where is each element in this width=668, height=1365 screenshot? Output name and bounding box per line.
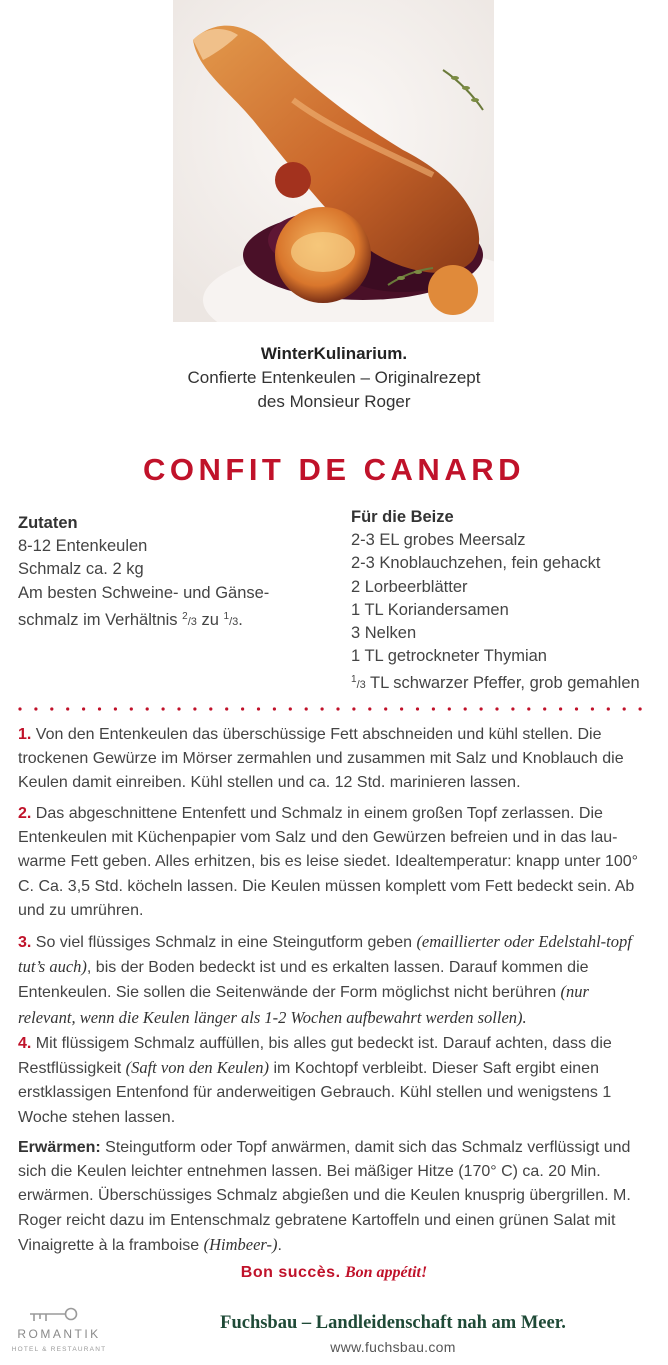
marinade-heading: Für die Beize [351,508,454,526]
divider-dot [114,707,117,710]
recipe-title: CONFIT DE CANARD [143,452,525,487]
divider-dot [416,707,419,710]
step-text: Steingutform oder Topf anwärmen, damit sich das Schmalz verflüssigt und sich die Keulen leichter entnehmen lassen. Bei mäßiger Hitze (170° C) ca. 20 Min. erwärmen. Überschüssiges Schmalz abgießen und die Keulen knusprig übergrillen. M. Roger reicht dazu im Entenschmalz gebratene Kartoffeln und einen grünen Salat mit Vinaigrette à la framboise [18,1139,631,1254]
divider-dot [257,707,260,710]
marinade-column [351,506,640,698]
marinade-item: 1 TL getrockneter Thymian [351,647,547,666]
divider-dot [18,707,21,710]
logo-wordmark: ROMANTIK [17,1327,101,1341]
divider-dot [66,707,69,710]
divider-dot [511,707,514,710]
closing-line [0,1264,668,1282]
footer-url-link[interactable]: www.fuchsbau.com [330,1339,456,1355]
divider-dot [336,707,339,710]
ratio-text: zu [196,610,224,629]
duck-confit-photo [173,0,494,322]
ratio-text: . [238,610,243,629]
divider-dot [575,707,578,710]
ingredient-item: Am besten Schweine- und Gänse- [18,583,270,602]
marinade-item: 3 Nelken [351,624,417,643]
divider-dot [209,707,212,710]
step-note: (Himbeer-) [203,1234,278,1254]
reheat-step [18,1136,650,1258]
step-note: (nur relevant, wenn die Keulen länger als 1-2 Wochen aufbewahrt werden sollen). [18,982,589,1027]
footer-slogan: Fuchsbau – Landleidenschaft nah am Meer. [220,1313,566,1333]
fraction-denominator: /3 [356,679,366,692]
ingredient-ratio-line [18,605,269,634]
step-2 [18,802,650,923]
step-4 [18,1032,650,1130]
marinade-item [351,668,640,697]
ratio-text: schmalz im Verhältnis [18,610,183,629]
divider-dot [559,707,562,710]
reheat-label: Erwärmen: [18,1139,101,1156]
step-text: , bis der Boden bedeckt ist und es erkalten lassen. Darauf kommen die Entenkeulen. Sie sollen die Seitenwände der Form möglichst nicht berühren [18,959,589,1002]
marinade-item: 1 TL Koriandersamen [351,600,509,619]
ingredient-item: 8-12 Entenkeulen [18,537,148,556]
intro-heading [0,342,668,366]
divider-dot [241,707,244,710]
step-1 [18,723,650,796]
divider-dot [448,707,451,710]
divider-dot [177,707,180,710]
marinade-item: 2 Lorbeerblätter [351,577,468,596]
divider-dot [162,707,165,710]
intro-title: WinterKulinarium. [260,344,408,363]
intro-subtitle-line1: Confierte Entenkeulen – Originalrezept [187,368,481,387]
marinade-item: 2-3 EL grobes Meersalz [351,531,526,550]
step-text: So viel flüssiges Schmalz in eine Steingutform geben [31,934,417,951]
marinade-item: 2-3 Knoblauchzehen, fein gehackt [351,554,601,573]
divider-dot [130,707,133,710]
divider-dot [82,707,85,710]
divider-dot [543,707,546,710]
step-note: (emaillierter oder Edelstahl-topf tut’s auch) [18,932,632,977]
closing-bon-appetit: Bon appétit! [344,1264,428,1281]
ingredients-column [18,512,269,634]
divider-dot [321,707,324,710]
fraction-denominator: /3 [229,615,239,628]
marinade-item-text: TL schwarzer Pfeffer, grob gemahlen [365,674,640,693]
divider-dot [98,707,101,710]
step-number: 2. [18,805,32,822]
step-text: . [277,1236,282,1254]
step-number: 4. [18,1035,32,1052]
fraction-denominator: /3 [187,615,197,628]
divider-dot [384,707,387,710]
divider-dot [289,707,292,710]
intro-subtitle-line2: des Monsieur Roger [257,392,411,411]
divider-dot [480,707,483,710]
divider-dot [607,707,610,710]
divider-dot [34,707,37,710]
divider-dot [50,707,53,710]
step-3 [18,930,650,1031]
divider-dot [225,707,228,710]
fraction-numerator: 2 [182,610,188,622]
divider-dot [495,707,498,710]
divider-dot [193,707,196,710]
divider-dot [639,707,642,710]
ingredients-heading: Zutaten [18,514,78,532]
step-text: Von den Entenkeulen das überschüssige Fett abschneiden und kühl stellen. Die trockenen Gewürze im Mörser zermahlen und zusammen mit Salz und Knoblauch die Keulen damit einreiben. Kühl stellen und ca. 12 Std. marinieren lassen. [18,726,624,792]
divider-dot [527,707,530,710]
step-text: im Kochtopf verbleibt. Dieser Saft ergibt einen erstklassigen Entenfond für anderweitigen Gebrauch. Kühl stellen und wenigstens 1 Woche stehen lassen. [18,1060,612,1126]
divider-dot [146,707,149,710]
divider-dot [623,707,626,710]
divider-dot [352,707,355,710]
divider-dot [464,707,467,710]
divider-dot [273,707,276,710]
step-note: (Saft von den Keulen) [125,1058,270,1078]
step-text: Mit flüssigem Schmalz auffüllen, bis alles gut bedeckt ist. Darauf achten, dass die Restflüssigkeit [18,1035,612,1078]
step-number: 1. [18,726,32,743]
fraction-numerator: 1 [351,674,357,686]
divider-dot [432,707,435,710]
divider-dot [305,707,308,710]
step-number: 3. [18,934,32,951]
divider-dot [591,707,594,710]
dotted-divider [18,706,650,712]
ingredient-item: Schmalz ca. 2 kg [18,560,144,579]
logo-subline: HOTEL & RESTAURANT [11,1346,107,1353]
divider-dot [400,707,403,710]
closing-bon-succes: Bon succès. [240,1264,341,1281]
step-text: Das abgeschnittene Entenfett und Schmalz in einem großen Topf zerlassen. Die Entenkeulen mit Küchenpapier vom Salz und den Gewürzen befreien und in das lau-warme Fett geben. Alles erhitzen, bis es leise siedet. Idealtemperatur: knapp unter 100° C. Ca. 3,5 Std. köcheln lassen. Die Keulen müssen komplett vom Fett bedeckt sein. Ab und zu umrühren. [18,805,639,919]
fraction-numerator: 1 [223,610,230,622]
divider-dot [368,707,371,710]
